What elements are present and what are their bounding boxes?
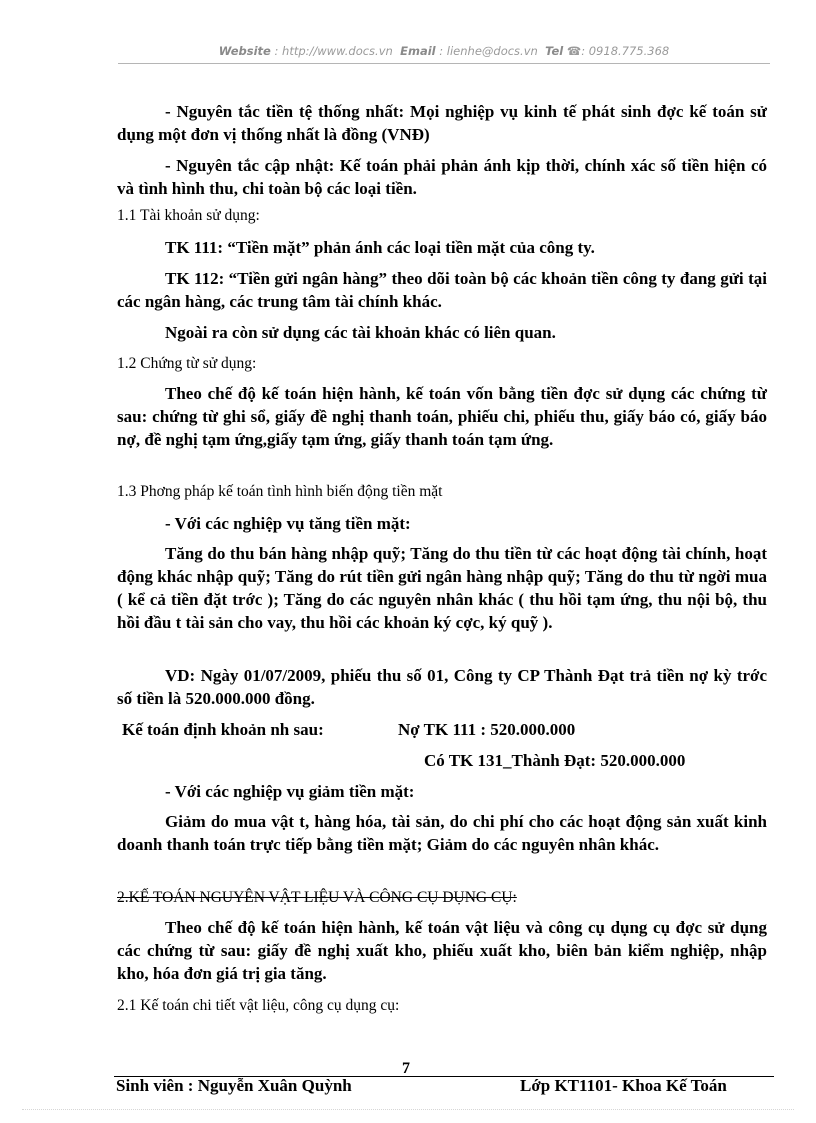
website-value: : http://www.docs.vn <box>274 44 393 58</box>
paragraph-documents: Theo chế độ kế toán hiện hành, kế toán vốn bằng tiền đợc sử dụng các chứng từ sau: chứng từ ghi sổ, giấy đề nghị thanh toán, phiếu chi, phiếu thu, giấy báo có, giấy báo nợ, đề nghị tạm ứng,giấy tạm ứng, giấy thanh toán tạm ứng. <box>117 384 767 449</box>
heading-1-1: 1.1 Tài khoản sử dụng: <box>117 207 260 224</box>
paragraph-tk112: TK 112: “Tiền gửi ngân hàng” theo dõi toàn bộ các khoản tiền công ty đang gửi tại các ngân hàng, các trung tâm tài chính khác. <box>117 269 767 311</box>
journal-entry-credit: Có TK 131_Thành Đạt: 520.000.000 <box>424 751 686 770</box>
tel-value: ☎: 0918.775.368 <box>566 44 670 58</box>
paragraph-update-principle: - Nguyên tắc cập nhật: Kế toán phải phản ánh kịp thời, chính xác số tiền hiện có và tình hình thu, chi toàn bộ các loại tiền. <box>117 156 767 198</box>
page-header <box>118 44 770 58</box>
journal-entry-debit: Nợ TK 111 : 520.000.000 <box>398 720 576 739</box>
paragraph-decrease-details: Giảm do mua vật t, hàng hóa, tài sản, do chi phí cho các hoạt động sản xuất kinh doanh thanh toán trực tiếp bằng tiền mặt; Giảm do các nguyên nhân khác. <box>117 812 767 854</box>
tel-label: Tel <box>545 44 564 58</box>
footer-student: Sinh viên : Nguyễn Xuân Quỳnh <box>116 1076 352 1095</box>
page-bottom-border <box>22 1109 794 1110</box>
footer-class: Lớp KT1101- Khoa Kế Toán <box>520 1076 727 1095</box>
paragraph-materials-documents: Theo chế độ kế toán hiện hành, kế toán vật liệu và công cụ dụng cụ đợc sử dụng các chứng từ sau: giấy đề nghị xuất kho, phiếu xuất kho, biên bản kiểm nghiệp, nhập kho, hóa đơn giá trị gia tăng. <box>117 918 767 983</box>
paragraph-increase-title: - Với các nghiệp vụ tăng tiền mặt: <box>165 514 411 533</box>
website-label: Website <box>218 44 271 58</box>
header-divider <box>118 63 770 64</box>
heading-section-2: 2.KẾ TOÁN NGUYÊN VẬT LIỆU VÀ CÔNG CỤ DỤNG CỤ: <box>117 889 517 906</box>
heading-2-1: 2.1 Kế toán chi tiết vật liệu, công cụ dụng cụ: <box>117 997 400 1014</box>
paragraph-other-accounts: Ngoài ra còn sử dụng các tài khoản khác có liên quan. <box>165 323 556 342</box>
paragraph-example: VD: Ngày 01/07/2009, phiếu thu số 01, Công ty CP Thành Đạt trả tiền nợ kỳ trớc số tiền là 520.000.000 đồng. <box>117 666 767 708</box>
heading-1-3: 1.3 Phơng pháp kế toán tình hình biến động tiền mặt <box>117 483 443 500</box>
journal-entry-label: Kế toán định khoản nh sau: <box>122 720 324 739</box>
paragraph-tk111: TK 111: “Tiền mặt” phản ánh các loại tiền mặt của công ty. <box>165 238 595 257</box>
email-value: : lienhe@docs.vn <box>439 44 538 58</box>
page-number: 7 <box>402 1060 410 1077</box>
email-label: Email <box>400 44 436 58</box>
heading-1-2: 1.2 Chứng từ sử dụng: <box>117 355 257 372</box>
paragraph-currency-principle: - Nguyên tắc tiền tệ thống nhất: Mọi nghiệp vụ kinh tế phát sinh đợc kế toán sử dụng một đơn vị thống nhất là đồng (VNĐ) <box>117 102 767 144</box>
paragraph-increase-details: Tăng do thu bán hàng nhập quỹ; Tăng do thu tiền từ các hoạt động tài chính, hoạt động khác nhập quỹ; Tăng do rút tiền gửi ngân hàng nhập quỹ; Tăng do thu từ ngời mua ( kể cả tiền đặt trớc ); Tăng do các nguyên nhân khác ( thu hồi tạm ứng, thu nội bộ, thu hồi đầu t tài sản cho vay, thu hồi các khoản ký cợc, ký quỹ ). <box>117 544 767 632</box>
paragraph-decrease-title: - Với các nghiệp vụ giảm tiền mặt: <box>165 782 415 801</box>
